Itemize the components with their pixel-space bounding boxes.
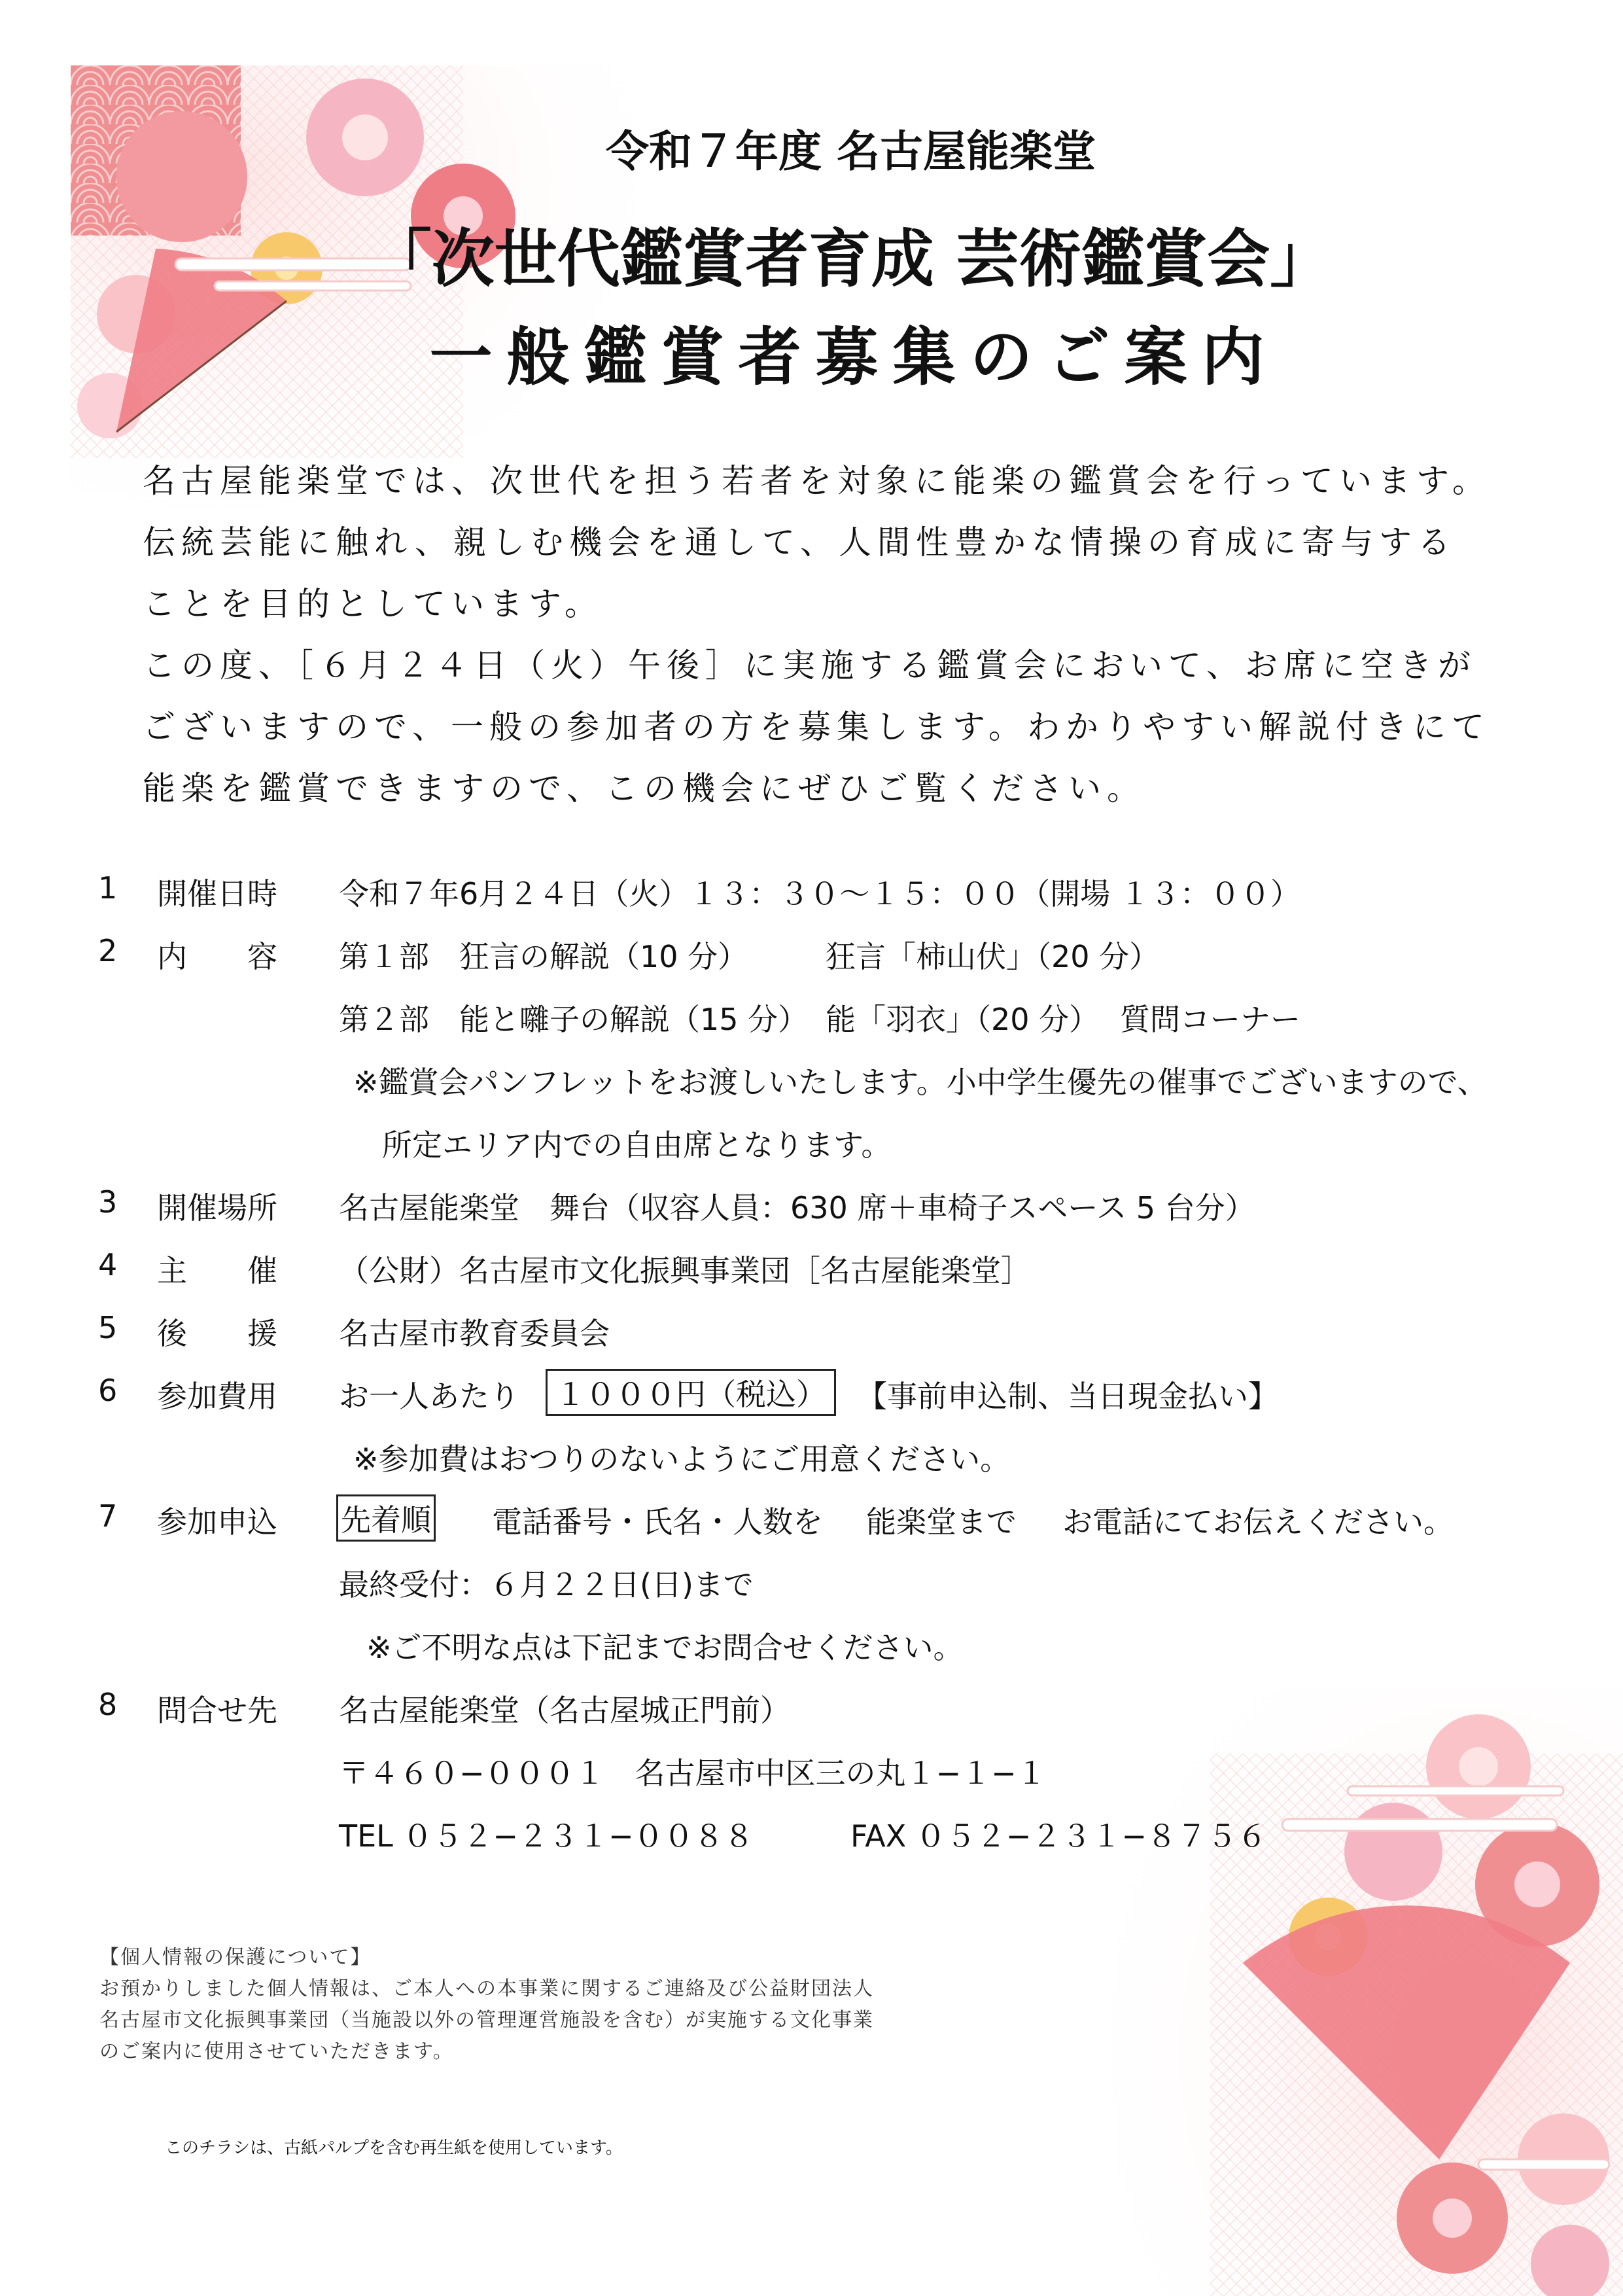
intro-paragraph [143,450,1491,819]
first-come-box: 先着順 [336,1494,436,1542]
item-value: 令和７年6月２４日（火）１３：３０〜１５：００（開場 １３：００） [339,876,1300,911]
bottom-right-floral-decoration [1112,1688,1623,2296]
item-value: 名古屋市教育委員会 [339,1316,610,1351]
intro-line: ことを目的としています。 [143,585,603,623]
application-info: 電話番号・氏名・人数を [492,1504,823,1540]
program-part2-noh: 能「羽衣」（20 分） [826,1002,1100,1037]
item-number: 6 [98,1373,118,1408]
item-value: 名古屋能楽堂 舞台（収容人員：630 席＋車椅子スペース 5 台分） [339,1190,1255,1226]
note-text: ※鑑賞会パンフレットをお渡しいたします。小中学生優先の催事でございますので、 [353,1065,1488,1100]
deadline-text: 最終受付：６月２２日(日)まで [339,1567,754,1602]
item-label: 内 容 [157,939,277,974]
item-number: 5 [98,1310,118,1345]
page-title: 「次世代鑑賞者育成 芸術鑑賞会」 [368,222,1333,296]
item-value: （公財）名古屋市文化振興事業団［名古屋能楽堂］ [339,1253,1031,1288]
contact-tel: TEL ０５２−２３１−００８８ [339,1818,754,1854]
contact-name: 名古屋能楽堂（名古屋城正門前） [339,1693,790,1728]
privacy-line: 名古屋市文化振興事業団（当施設以外の管理運営施設を含む）が実施する文化事業 [99,2009,874,2032]
intro-line: この度、［６月２４日（火）午後］に実施する鑑賞会において、お席に空きが [143,646,1476,684]
program-part2: 第２部 能と囃子の解説（15 分） [339,1002,809,1037]
contact-address: 〒４６０−０００１ 名古屋市中区三の丸１−１−１ [339,1756,1047,1791]
fee-prefix: お一人あたり [339,1379,519,1414]
item-number: 1 [98,870,118,906]
program-qa: 質問コーナー [1120,1002,1300,1037]
intro-line: 伝統芸能に触れ、親しむ機会を通して、人間性豊かな情操の育成に寄与する [143,523,1456,561]
subtitle-recruitment: 一般鑑賞者募集のご案内 [429,320,1279,394]
item-label: 主 催 [157,1253,277,1288]
privacy-notice [99,1942,874,2068]
item-number: 3 [98,1184,118,1220]
item-label: 開催場所 [157,1190,277,1226]
item-label: 後 援 [157,1316,277,1351]
contact-fax: FAX ０５２−２３１−８７５６ [850,1818,1267,1854]
item-label: 参加申込 [157,1504,277,1540]
item-label: 問合せ先 [157,1693,277,1728]
item-number: 4 [98,1247,118,1282]
privacy-line: お預かりしました個人情報は、ご本人への本事業に関するご連絡及び公益財団法人 [99,1977,874,2000]
item-label: 開催日時 [157,876,277,911]
item-number: 7 [98,1498,118,1534]
note-text: ※ご不明な点は下記までお問合せください。 [366,1630,964,1665]
item-number: 8 [98,1687,118,1722]
program-part1: 第１部 狂言の解説（10 分） [339,939,748,974]
recycled-paper-note: このチラシは、古紙パルプを含む再生紙を使用しています。 [165,2138,623,2158]
title-year-venue: 令和７年度 名古屋能楽堂 [606,126,1096,177]
program-part1-kyogen: 狂言「柿山伏」（20 分） [826,939,1160,974]
intro-line: 能楽を鑑賞できますので、この機会にぜひご覧ください。 [143,769,1145,807]
note-text: ※参加費はおつりのないようにご用意ください。 [353,1441,1011,1477]
fee-price-box: １０００円（税込） [546,1369,836,1416]
intro-line: 名古屋能楽堂では、次世代を担う若者を対象に能楽の鑑賞会を行っています。 [143,462,1491,500]
application-method: お電話にてお伝えください。 [1062,1504,1454,1540]
privacy-title: 【個人情報の保護について】 [99,1946,372,1969]
privacy-line: のご案内に使用させていただきます。 [99,2040,454,2063]
item-label: 参加費用 [157,1379,277,1414]
application-destination: 能楽堂まで [866,1504,1017,1540]
item-number: 2 [98,933,118,968]
note-text: 所定エリア内での自由席となります。 [382,1127,892,1163]
intro-line: ございますので、一般の参加者の方を募集します。わかりやすい解説付きにて [143,708,1490,746]
fee-payment-note: 【事前申込制、当日現金払い】 [857,1379,1278,1414]
